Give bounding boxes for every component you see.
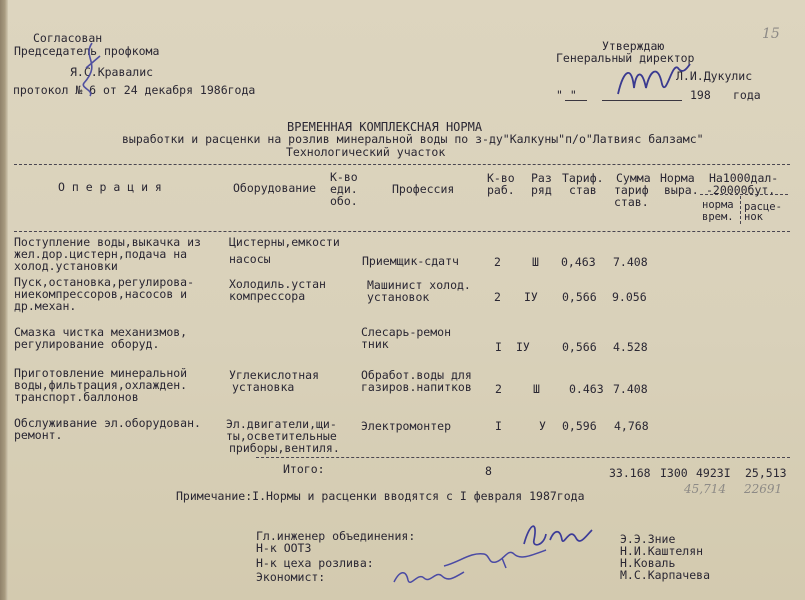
row3-profession-2: тник — [361, 337, 389, 351]
row2-equipment-1: Холодиль.устан — [229, 277, 326, 291]
row1-sum: 7.408 — [613, 255, 648, 269]
header-workers-2: раб. — [487, 183, 515, 197]
footnote: Примечание:I.Нормы и расценки вводятся с I февраля 1987года — [176, 489, 585, 503]
row5-tariff: 0,596 — [562, 419, 597, 433]
row5-workers: I — [495, 419, 502, 433]
signature-left-scribble — [72, 38, 112, 98]
header-bottom-rule — [14, 231, 790, 232]
row3-grade: IУ — [516, 340, 530, 354]
row2-profession-2: установок — [367, 290, 430, 304]
signature-director-scribble — [612, 58, 692, 100]
totals-rule — [256, 457, 790, 458]
row3-tariff: 0,566 — [562, 340, 597, 354]
totals-label: Итого: — [283, 462, 325, 476]
row2-profession-1: Машинист холод. — [367, 278, 471, 292]
row4-operation-1: Приготовление минеральной — [14, 366, 188, 380]
sign-title-4: Экономист: — [256, 570, 326, 584]
totals-sum: 33.168 — [609, 466, 651, 480]
header-norm-2: выра. — [664, 183, 699, 197]
approval-right-year: 198 — [690, 88, 711, 102]
row1-operation-2: жел.дор.цистерн,подача на — [14, 247, 188, 261]
date-day-blank — [565, 90, 587, 101]
row4-equipment-2: установка — [232, 380, 295, 394]
row5-equipment-1: Эл.двигатели,щи- — [226, 417, 337, 431]
header-sum-2: тариф — [614, 183, 649, 197]
row4-profession-2: газиров.напитков — [361, 380, 472, 394]
row5-operation-1: Обслуживание эл.оборудован. — [14, 416, 201, 430]
header-units-3: обо. — [330, 194, 358, 208]
sign-title-1: Гл.инженер объединения: — [256, 529, 416, 543]
row2-workers: 2 — [494, 290, 501, 304]
row2-operation-1: Пуск,остановка,регулирова- — [14, 275, 195, 289]
row5-sum: 4,768 — [614, 419, 649, 433]
approval-right-year-suffix: года — [733, 88, 761, 102]
row4-tariff: 0.463 — [569, 382, 604, 396]
row1-equipment-1: Цистерны,емкости — [229, 235, 340, 249]
totals-norm: I300 — [660, 466, 688, 480]
header-workers-1: К-во — [487, 171, 515, 185]
row2-operation-2: ниекомпрессоров,насосов и — [14, 287, 188, 301]
header-tariff-1: Тариф. — [562, 171, 604, 185]
row2-grade: IУ — [524, 290, 538, 304]
row4-profession-1: Обработ.воды для — [361, 368, 472, 382]
header-rate-2: нок — [744, 211, 763, 223]
header-per1000-2: -20000бут. — [706, 183, 776, 197]
row3-operation-1: Смазка чистка механизмов, — [14, 325, 188, 339]
header-top-rule — [14, 164, 790, 165]
sign-name-3: Н.Коваль — [620, 556, 676, 570]
row2-sum: 9.056 — [612, 290, 647, 304]
row3-profession-1: Слесарь-ремон — [361, 325, 452, 339]
row1-equipment-2: насосы — [229, 252, 271, 266]
row2-operation-3: др.механ. — [14, 299, 77, 313]
header-grade-1: Раз — [531, 171, 552, 185]
pencil-note-2: 22691 — [744, 482, 783, 496]
row5-equipment-3: приборы,вентиля. — [229, 441, 340, 455]
row5-equipment-2: ты,осветительные — [226, 429, 337, 443]
row5-grade: У — [539, 419, 546, 433]
row1-profession: Приемщик-сдатч — [362, 254, 459, 268]
row5-operation-2: ремонт. — [14, 428, 63, 442]
header-units-1: К-во — [330, 170, 358, 184]
approval-left-protocol: протокол № 6 от 24 декабря 1986года — [13, 83, 256, 97]
row2-tariff: 0,566 — [562, 290, 597, 304]
header-operation: О п е р а ц и я — [58, 180, 162, 194]
row1-grade: Ш — [532, 255, 539, 269]
totals-rate: 25,513 — [745, 466, 787, 480]
row4-sum: 7.408 — [613, 382, 648, 396]
approval-right-date-prefix: " " — [556, 88, 577, 102]
row3-workers: I — [495, 340, 502, 354]
signature-economist-scribble — [390, 560, 468, 592]
title-line2: выработки и расценки на розлив минеральной воды по з-ду"Калкуны"п/о"Латвияс балзамс" — [122, 132, 704, 146]
row4-operation-3: транспорт.баллонов — [14, 390, 139, 404]
sign-name-2: Н.И.Каштелян — [620, 544, 704, 558]
pencil-note-1: 45,714 — [684, 482, 726, 496]
header-sum-1: Сумма — [616, 171, 651, 185]
row3-sum: 4.528 — [613, 340, 648, 354]
header-profession: Профессия — [392, 182, 455, 196]
row1-operation-1: Поступление воды,выкачка из — [14, 235, 201, 249]
approval-left-line2: Председатель профкома — [14, 44, 160, 58]
row5-profession: Электромонтер — [361, 419, 452, 433]
totals-workers: 8 — [485, 464, 492, 478]
approval-right-line1: Утверждаю — [602, 39, 665, 53]
header-time-2: врем. — [702, 211, 734, 223]
sign-title-3: Н-к цеха розлива: — [256, 556, 374, 570]
totals-time: 4923I — [696, 466, 731, 480]
row3-operation-2: регулирование оборуд. — [14, 337, 160, 351]
approval-right-line2: Генеральный директор — [556, 51, 695, 65]
header-grade-2: ряд — [531, 183, 552, 197]
header-norm-1: Норма — [660, 171, 695, 185]
row4-operation-2: воды,фильтрация,охлажден. — [14, 378, 188, 392]
corner-pencil-mark: 15 — [762, 26, 780, 42]
header-sum-3: став. — [614, 195, 649, 209]
approval-left-name: Я.С.Кравалис — [70, 65, 154, 79]
header-time-1: норма — [702, 199, 734, 211]
title-line1: ВРЕМЕННАЯ КОМПЛЕКСНАЯ НОРМА — [287, 120, 483, 134]
sign-name-4: М.С.Карпачева — [620, 568, 711, 582]
row4-workers: 2 — [495, 382, 502, 396]
row4-equipment-1: Углекислотная — [229, 368, 320, 382]
header-rate-1: расце- — [744, 201, 782, 213]
row1-operation-3: холод.установки — [14, 259, 118, 273]
binder-edge — [0, 0, 8, 600]
header-tariff-2: став — [569, 183, 597, 197]
row2-equipment-2: компрессора — [229, 289, 306, 303]
approval-left-line1: Согласован — [33, 31, 103, 45]
header-equipment: Оборудование — [233, 181, 317, 195]
row1-tariff: 0,463 — [561, 255, 596, 269]
row1-workers: 2 — [494, 255, 501, 269]
per1000-sub-divider — [740, 196, 741, 224]
header-per1000-1: На1000дал- — [709, 171, 779, 185]
approval-right-name: Л.И.Дукулис — [676, 69, 753, 83]
row4-grade: Ш — [533, 382, 540, 396]
sign-title-2: Н-к ООТЗ — [256, 541, 312, 555]
header-units-2: еди. — [330, 182, 358, 196]
sign-name-1: Э.Э.Зние — [620, 532, 676, 546]
title-line3: Технологический участок — [286, 145, 446, 159]
